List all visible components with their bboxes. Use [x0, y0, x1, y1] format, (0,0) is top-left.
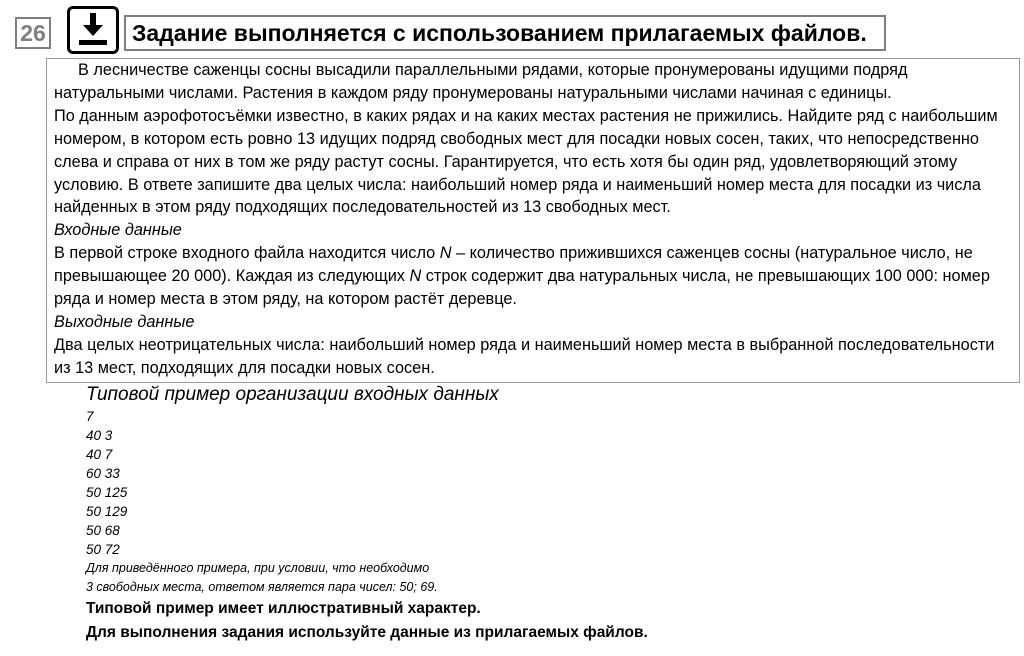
illustrative-note: Типовой пример имеет иллюстративный характер.	[86, 600, 481, 617]
files-instruction: Для выполнения задания используйте данные из прилагаемых файлов.	[86, 624, 648, 641]
example-line: 50 129	[86, 504, 128, 519]
example-note-1: Для приведённого примера, при условии, что необходимо	[86, 561, 430, 575]
download-icon	[67, 6, 119, 54]
task-number: 26	[15, 17, 51, 49]
page-title: Задание выполняется с использованием прилагаемых файлов.	[124, 15, 886, 51]
input-var-n-2: N	[409, 267, 422, 286]
input-text-1: В первой строке входного файла находится число	[54, 244, 440, 263]
task-paragraph-2: По данным аэрофотосъёмки известно, в каких рядах и на каких местах растения не прижились. Найдите ряд с наибольшим номером, в котором есть ровно 13 идущих подряд свободных мест для посадки новых сосен, таких, что непосредственно слева и справа от них в том же ряду растут сосны. Гарантируется, что есть хотя бы один ряд, удовлетворяющий этому условию. В ответе запишите два целых числа: наибольший номер ряда и наименьший номер места для посадки из числа найденных в этом ряду подходящих последовательностей из 13 свободных мест.	[54, 106, 998, 217]
example-heading: Типовой пример организации входных данных	[86, 384, 499, 405]
example-line: 40 3	[86, 428, 113, 443]
input-heading: Входные данные	[54, 221, 182, 240]
output-heading: Выходные данные	[54, 312, 195, 331]
example-note-2: 3 свободных места, ответом является пара чисел: 50; 69.	[86, 580, 438, 594]
input-text-2: – количество прижившихся саженцев сосны (натуральное число, не превышающее 20 000). Каждая из следующих	[54, 244, 973, 286]
output-description: Два целых неотрицательных числа: наибольший номер ряда и наименьший номер места в выбранной последовательности из 13 мест, подходящих для посадки новых сосен.	[54, 335, 995, 377]
task-paragraph-1: В лесничестве саженцы сосны высадили параллельными рядами, которые пронумерованы идущими подряд натуральными числами. Растения в каждом ряду пронумерованы натуральными числами начиная с единицы.	[54, 61, 908, 102]
task-statement	[46, 58, 1020, 383]
input-description	[54, 242, 1013, 311]
example-line: 50 68	[86, 523, 120, 538]
input-text-3: строк содержит два натуральных числа, не превышающих 100 000: номер ряда и номер места в этом ряду, на котором растёт деревце.	[54, 267, 990, 309]
input-var-n-1: N	[439, 244, 452, 263]
example-line: 60 33	[86, 466, 120, 481]
example-section	[86, 383, 786, 597]
example-line: 40 7	[86, 447, 113, 462]
example-line: 7	[86, 409, 94, 424]
example-line: 50 72	[86, 542, 120, 557]
example-line: 50 125	[86, 485, 128, 500]
